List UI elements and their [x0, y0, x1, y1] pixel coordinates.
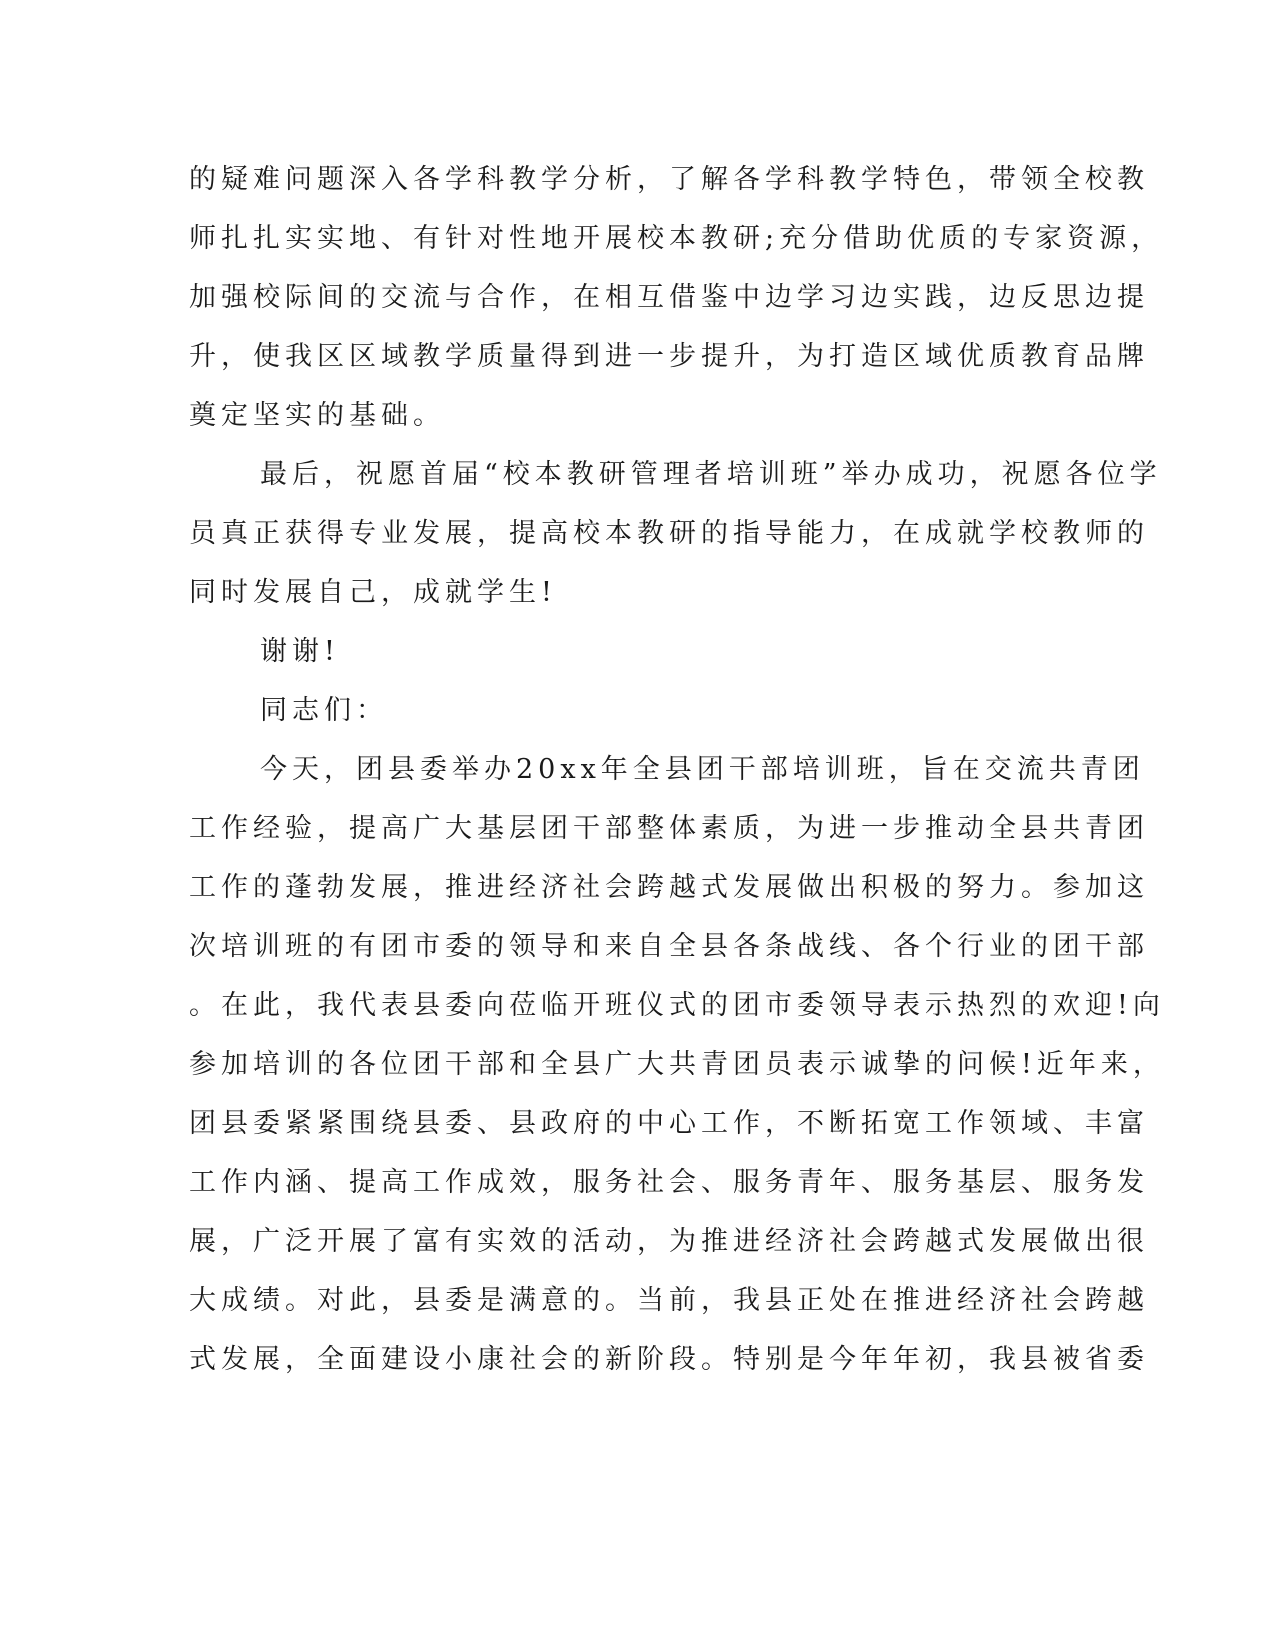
- closing-thanks: 谢谢!: [260, 636, 340, 667]
- text-line: 次培训班的有团市委的领导和来自全县各条战线、各个行业的团干部: [189, 931, 1149, 962]
- text-line: 的疑难问题深入各学科教学分析，了解各学科教学特色，带领全校教: [189, 164, 1149, 195]
- text-line: 加强校际间的交流与合作，在相互借鉴中边学习边实践，边反思边提: [189, 282, 1149, 313]
- text-line: 员真正获得专业发展，提高校本教研的指导能力，在成就学校教师的: [189, 518, 1149, 549]
- text-line: 工作的蓬勃发展，推进经济社会跨越式发展做出积极的努力。参加这: [189, 872, 1149, 903]
- text-line: 同时发展自己，成就学生!: [189, 577, 557, 608]
- text-line: 团县委紧紧围绕县委、县政府的中心工作，不断拓宽工作领域、丰富: [189, 1108, 1149, 1139]
- text-line: 工作内涵、提高工作成效，服务社会、服务青年、服务基层、服务发: [189, 1167, 1149, 1198]
- salutation: 同志们：: [260, 695, 388, 726]
- document-body: [189, 150, 1165, 1389]
- text-line: 。在此，我代表县委向莅临开班仪式的团市委领导表示热烈的欢迎!向: [189, 990, 1165, 1021]
- text-line: 师扎扎实实地、有针对性地开展校本教研;充分借助优质的专家资源，: [189, 223, 1164, 254]
- paragraph-first-line: 最后，祝愿首届“校本教研管理者培训班”举办成功，祝愿各位学: [260, 459, 1162, 490]
- text-line: 大成绩。对此，县委是满意的。当前，我县正处在推进经济社会跨越: [189, 1285, 1149, 1316]
- text-line: 升，使我区区域教学质量得到进一步提升，为打造区域优质教育品牌: [189, 341, 1149, 372]
- text-line: 展，广泛开展了富有实效的活动，为推进经济社会跨越式发展做出很: [189, 1226, 1149, 1257]
- text-line: 工作经验，提高广大基层团干部整体素质，为进一步推动全县共青团: [189, 813, 1149, 844]
- paragraph-first-line: 今天，团县委举办20xx年全县团干部培训班，旨在交流共青团: [260, 754, 1145, 785]
- text-line: 参加培训的各位团干部和全县广大共青团员表示诚挚的问候!近年来，: [189, 1049, 1165, 1080]
- text-line: 式发展，全面建设小康社会的新阶段。特别是今年年初，我县被省委: [189, 1344, 1149, 1375]
- text-line: 奠定坚实的基础。: [189, 400, 445, 431]
